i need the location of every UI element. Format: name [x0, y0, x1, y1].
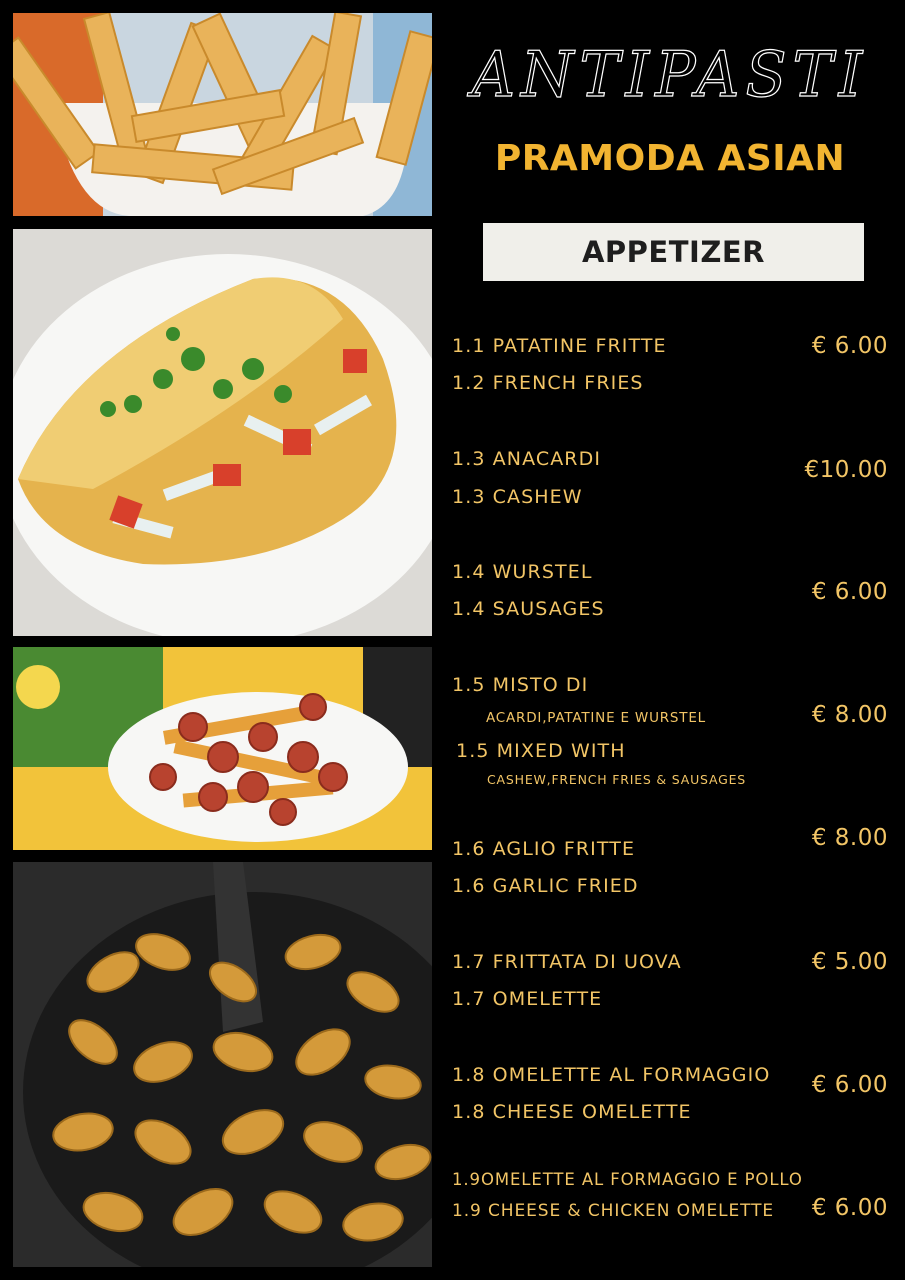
fries-photo [13, 13, 432, 216]
menu-item-price: € 8.00 [811, 825, 888, 851]
brand-name: PRAMODA ASIAN [494, 138, 846, 179]
section-title: APPETIZER [581, 235, 765, 269]
menu-item-price: € 6.00 [811, 579, 888, 605]
menu-item-price: € 5.00 [811, 949, 888, 975]
menu-item-line: 1.3 ANACARDI [452, 448, 602, 470]
menu-item-price: € 8.00 [811, 702, 888, 728]
menu-item-line: 1.7 OMELETTE [452, 988, 603, 1010]
menu-item-line: 1.4 WURSTEL [452, 561, 593, 583]
menu-item-line: 1.3 CASHEW [452, 486, 583, 508]
menu-item-line: 1.6 AGLIO FRITTE [452, 838, 636, 860]
menu-item-line: 1.4 SAUSAGES [452, 598, 605, 620]
section-header [483, 223, 864, 281]
menu-item-line: 1.9 CHEESE & CHICKEN OMELETTE [452, 1201, 775, 1221]
menu-item-subline: CASHEW,FRENCH FRIES & SAUSAGES [487, 772, 747, 787]
menu-item-line: 1.9OMELETTE AL FORMAGGIO E POLLO [452, 1170, 803, 1189]
sausages-fries-photo [13, 647, 432, 850]
menu-item-price: €10.00 [804, 457, 888, 483]
menu-item-line: 1.5 MIXED WITH [456, 740, 626, 762]
menu-item-price: € 6.00 [811, 333, 888, 359]
menu-item-line: 1.6 GARLIC FRIED [452, 875, 639, 897]
menu-item-price: € 6.00 [811, 1195, 888, 1221]
menu-item-line: 1.5 MISTO DI [452, 674, 589, 696]
menu-item-line: 1.7 FRITTATA DI UOVA [452, 951, 682, 973]
menu-item-line: 1.8 CHEESE OMELETTE [452, 1101, 692, 1123]
script-title: ANTIPASTI [471, 38, 869, 112]
menu-item-subline: ACARDI,PATATINE E WURSTEL [486, 710, 707, 726]
omelette-photo [13, 229, 432, 636]
menu-item-line: 1.1 PATATINE FRITTE [452, 335, 667, 357]
menu-item-price: € 6.00 [811, 1072, 888, 1098]
cashews-photo [13, 862, 432, 1267]
menu-item-line: 1.8 OMELETTE AL FORMAGGIO [452, 1064, 771, 1086]
menu-item-line: 1.2 FRENCH FRIES [452, 372, 644, 394]
